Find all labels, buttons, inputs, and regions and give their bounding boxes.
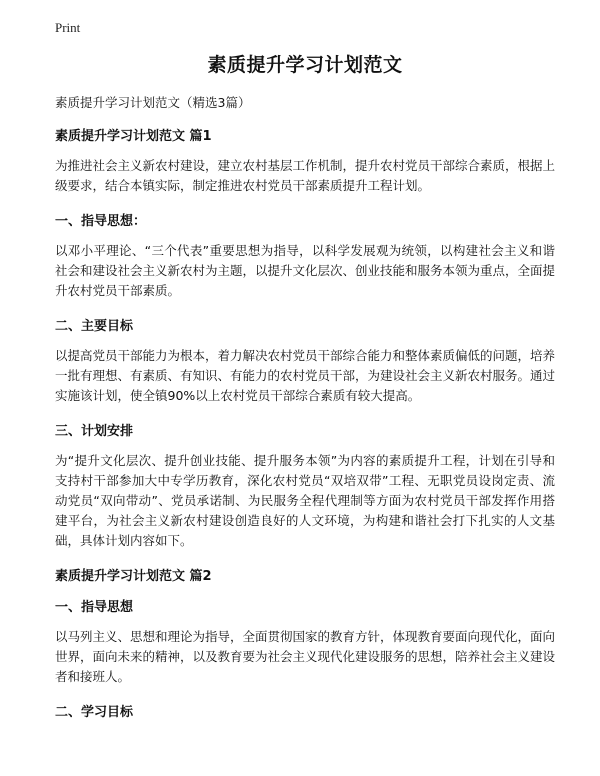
part2-section1-text: 以马列主义、思想和理论为指导，全面贯彻国家的教育方针，体现教育要面向现代化，面向世界，面向未来的精神，以及教育要为社会主义现代化建设服务的思想，陪养社会主义建设者和接班人。 bbox=[55, 629, 556, 684]
part1-section2-heading: 二、主要目标 bbox=[55, 319, 134, 334]
part2-section1-heading: 一、指导思想 bbox=[55, 600, 134, 615]
document-body bbox=[55, 50, 555, 732]
part2-section2-heading: 二、学习目标 bbox=[55, 705, 134, 720]
part1-heading: 素质提升学习计划范文 篇1 bbox=[55, 129, 212, 144]
part1-section1-text: 以邓小平理论、“三个代表”重要思想为指导，以科学发展观为统领，以构建社会主义和谐社会和建设社会主义新农村为主题，以提升文化层次、创业技能和服务本领为重点，全面提升农村党员干部素质。 bbox=[55, 243, 556, 298]
part1-section3-text: 为“提升文化层次、提升创业技能、提升服务本领”为内容的素质提升工程，计划在引导和支持村干部参加大中专学历教育，深化农村党员“双培双带”工程、无职党员设岗定责、流动党员“双向带动”、党员承诺制、为民服务全程代理制等方面为农村党员干部发挥作用搭建平台，为社会主义新农村建设创造良好的人文环境，为构建和谐社会打下扎实的人文基础，具体计划内容如下。 bbox=[55, 453, 555, 548]
document-subtitle: 素质提升学习计划范文（精选3篇） bbox=[55, 95, 251, 110]
part1-section2-text: 以提高党员干部能力为根本，着力解决农村党员干部综合能力和整体素质偏低的问题，培养一批有理想、有素质、有知识、有能力的农村党员干部，为建设社会主义新农村服务。通过实施该计划，使全镇90%以上农村党员干部综合素质有较大提高。 bbox=[55, 348, 556, 403]
part2-heading: 素质提升学习计划范文 篇2 bbox=[55, 569, 212, 584]
print-link[interactable]: Print bbox=[55, 20, 81, 35]
document-title: 素质提升学习计划范文 bbox=[207, 54, 403, 76]
part1-section3-heading: 三、计划安排 bbox=[55, 424, 134, 439]
part1-section1-heading: 一、指导思想： bbox=[55, 214, 147, 229]
part1-intro: 为推进社会主义新农村建设，建立农村基层工作机制，提升农村党员干部综合素质，根据上级要求，结合本镇实际，制定推进农村党员干部素质提升工程计划。 bbox=[55, 158, 556, 193]
